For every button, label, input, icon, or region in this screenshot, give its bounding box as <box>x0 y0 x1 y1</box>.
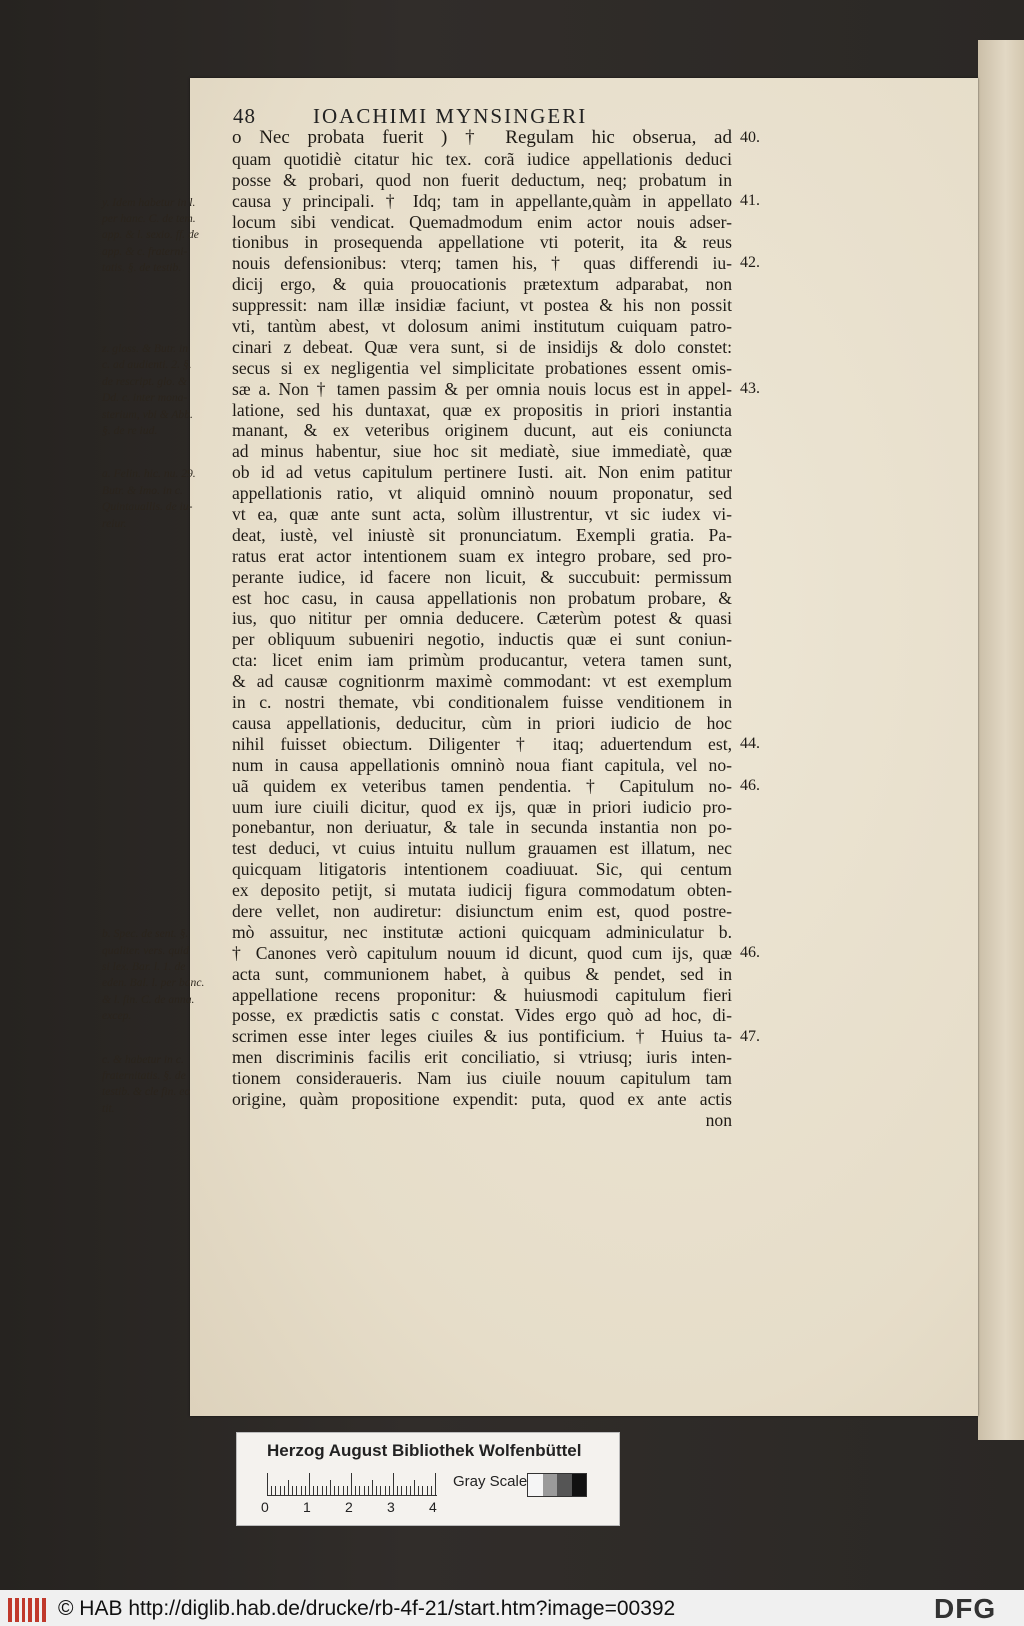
ruler-label: 1 <box>303 1499 311 1515</box>
text-line: mò assuitur, nec institutæ actioni quicquam adminiculatur b. <box>232 921 732 942</box>
ruler-tick <box>368 1486 369 1495</box>
margin-note-line: b. Spec. de sent. §. <box>102 927 189 941</box>
text-line: ius, quo nititur per omnia deducere. Cæterùm potest & quasi <box>232 608 732 629</box>
logo-bar <box>42 1598 46 1622</box>
text-line: tionem consideraueris. Nam ius ciuile nouum capitulum tam <box>232 1068 732 1089</box>
text-line: suppressit: nam illæ insidiæ faciunt, vt postea & his non possit <box>232 295 732 316</box>
ruler-tick <box>414 1480 415 1495</box>
text-line: non <box>705 1109 732 1130</box>
ruler-tick <box>418 1486 419 1495</box>
gray-scale-label: Gray Scale <box>453 1473 528 1490</box>
ruler-tick <box>280 1486 281 1495</box>
text-line: nouis defensionibus: vterq; tamen his, † quas differendi iu- <box>232 253 732 274</box>
ruler-tick <box>343 1486 344 1495</box>
text-line: deat, iustè, vel iniustè sit pronunciatum. Exempli gratia. Pa- <box>232 524 732 545</box>
text-line: ex deposito petijt, si mutata iudicij figura commodatum obten- <box>232 880 732 901</box>
text-line: tionibus in prosequenda appellatione vti poterit, ita & reus <box>232 232 732 253</box>
ruler-tick <box>292 1486 293 1495</box>
text-line: num in causa appellationis omninò noua fiant capitula, vel no- <box>232 754 732 775</box>
margin-note-line: eden. Bal. l. per banc. <box>102 976 205 990</box>
margin-note-line: reiur. <box>102 516 127 530</box>
margin-note-line: §. de re iud. <box>102 423 158 437</box>
gray-patch <box>572 1474 587 1496</box>
paragraph-number: 46. <box>740 944 760 962</box>
margin-note-line: app. & c. fraterni- <box>102 244 188 258</box>
margin-note-line: Dd. c. inter mona- <box>102 391 188 405</box>
ruler-tick <box>296 1486 297 1495</box>
ruler-tick <box>309 1473 310 1495</box>
text-line: appellationis ratio, vt aliquid omninò nouum proponatur, sed <box>232 483 732 504</box>
ruler-label: 3 <box>387 1499 395 1515</box>
text-line: per obliquum subueniri negotio, inductis quæ ei sunt coniun- <box>232 629 732 650</box>
library-name: Herzog August Bibliothek Wolfenbüttel <box>267 1441 582 1460</box>
ruler-tick <box>267 1473 268 1495</box>
margin-note-line: per hanc. C. de tem. <box>102 212 196 226</box>
ruler-tick <box>322 1486 323 1495</box>
text-line: causa y principali. † Idq; tam in appellante,quàm in appellato <box>232 190 732 211</box>
margin-note-line: c. ad audienti. 2. §. <box>102 358 192 372</box>
gray-patch <box>528 1474 543 1496</box>
ruler-tick <box>427 1486 428 1495</box>
text-line: acta sunt, communionem habet, à quibus & pendet, sed in <box>232 963 732 984</box>
ruler-tick <box>275 1486 276 1495</box>
margin-note-line: excep. <box>102 1009 132 1023</box>
text-line: est hoc casu, in causa appellationis non probatum probare, & <box>232 587 732 608</box>
ruler <box>267 1471 437 1495</box>
text-line: scrimen esse inter leges ciuiles & ius pontificium. † Huius ta- <box>232 1026 732 1047</box>
ruler-tick <box>351 1473 352 1495</box>
next-page-edge <box>978 40 1024 1440</box>
margin-note-line: fraternitatis. §. de <box>102 1068 186 1082</box>
text-line: vti, tantùm abest, vt dolosum animi institutum cuiquam patro- <box>232 316 732 337</box>
margin-note <box>102 466 230 532</box>
margin-note-line: tit. <box>102 1101 115 1115</box>
margin-note-line: app. & l. sexio. ff. de <box>102 228 199 242</box>
text-line: origine, quàm propositione expendit: puta, quod ex ante actis <box>232 1088 732 1109</box>
ruler-tick <box>288 1480 289 1495</box>
gray-scale-swatch <box>527 1473 587 1497</box>
ruler-tick <box>326 1486 327 1495</box>
text-line: ob id ad vetus capitulum pertinere Iusti. ait. Non enim patitur <box>232 462 732 483</box>
text-line: locum sibi vendicat. Quemadmodum enim actor nouis adser- <box>232 211 732 232</box>
ruler-label: 0 <box>261 1499 269 1515</box>
ruler-tick <box>359 1486 360 1495</box>
margin-note-line: testib. & cle fin. eo <box>102 1085 191 1099</box>
dfg-logo: DFG <box>934 1593 997 1624</box>
text-line: uã quidem ex veteribus tamen pendentia. † Capitulum no- <box>232 775 732 796</box>
text-line: cta: licet enim iam primùm producantur, vetera tamen sunt, <box>232 650 732 671</box>
margin-note-line: Butr. & Imo. in c. <box>102 483 183 497</box>
text-line: posse & probari, quod non fuerit deductum, neq; probatum in <box>232 169 732 190</box>
ruler-tick <box>393 1473 394 1495</box>
logo-bar <box>8 1598 12 1622</box>
text-line: manant, & ex veteribus originem ducunt, aut eis coniuncta <box>232 420 732 441</box>
margin-note-line: & l. fin. C. de anna. <box>102 992 195 1006</box>
ruler-tick <box>385 1486 386 1495</box>
ruler-tick <box>305 1486 306 1495</box>
ruler-tick <box>376 1486 377 1495</box>
ruler-tick <box>389 1486 390 1495</box>
ruler-tick <box>334 1486 335 1495</box>
gray-patch <box>543 1474 558 1496</box>
text-line: causa appellationis, deducitur, cùm in priori iudicio de hoc <box>232 712 732 733</box>
gray-patch <box>557 1474 572 1496</box>
color-scale-card <box>236 1432 620 1526</box>
margin-note-line: z. gloss. & Butr. in <box>102 342 189 355</box>
ruler-tick <box>355 1486 356 1495</box>
text-line: quam quotidiè citatur hic tex. corã iudice appellationis deduci <box>232 148 732 169</box>
source-url[interactable]: © HAB http://diglib.hab.de/drucke/rb-4f-21/start.htm?image=00392 <box>58 1597 676 1620</box>
paragraph-number: 41. <box>740 191 760 209</box>
text-line: dicij ergo, & quia prouocationis prætextum adparabat, non <box>232 274 732 295</box>
paragraph-number: 42. <box>740 254 760 272</box>
text-line: men discriminis facilis erit conciliatio, si vtriusq; iuris inten- <box>232 1047 732 1068</box>
margin-note-line: c. & habetur in c. <box>102 1052 184 1066</box>
text-line: ad minus habentur, siue hoc sit mediatè, siue immediatè, quæ <box>232 441 732 462</box>
logo-bar <box>28 1598 32 1622</box>
margin-note-line: sterium, vbi & Abb. <box>102 407 193 421</box>
text-line: vt ea, quæ ante sunt acta, solùm illustrentur, vt sic iudex vi- <box>232 504 732 525</box>
ruler-tick <box>313 1486 314 1495</box>
text-line: appellatione recens proponitur: & huiusmodi capitulum fieri <box>232 984 732 1005</box>
margin-note-line: Quintauallis. de iu- <box>102 500 193 514</box>
margin-note <box>102 1052 230 1118</box>
paragraph-number: 46. <box>740 776 760 794</box>
ruler-tick <box>397 1486 398 1495</box>
text-line: nihil fuisset obiectum. Diligenter † itaq; aduertendum est, <box>232 733 732 754</box>
ruler-tick <box>406 1486 407 1495</box>
text-line: cinari z debeat. Quæ vera sunt, si de insidijs & dolo constet: <box>232 336 732 357</box>
margin-note-line: qualiter. vers. quid <box>102 943 189 957</box>
ruler-label: 2 <box>345 1499 353 1515</box>
ruler-tick <box>364 1486 365 1495</box>
text-line: uum iure ciuili dicitur, quod ex ijs, quæ in priori iudicio pro- <box>232 796 732 817</box>
text-line: ratus erat actor intentionem suam ex integro probare, sed pro- <box>232 545 732 566</box>
margin-note-line: y. Idem habetur in l. <box>102 195 196 209</box>
ruler-tick <box>372 1480 373 1495</box>
margin-note <box>102 195 230 277</box>
page-number: 48 <box>233 104 256 128</box>
ruler-label: 4 <box>429 1499 437 1515</box>
logo-bar <box>35 1598 39 1622</box>
ruler-tick <box>338 1486 339 1495</box>
text-line: latione, sed his duntaxat, quæ ex propositis in priori instantia <box>232 399 732 420</box>
margin-note <box>102 926 230 1024</box>
text-line: quicquam litigatoris intentionem coadiuuat. Sic, qui centum <box>232 859 732 880</box>
margin-note-line: si lex. Bar. l. 1. de <box>102 959 186 973</box>
text-line: o Nec probata fuerit ) † Regulam hic obserua, ad <box>232 127 732 148</box>
text-line: test deduci, vt cuius intuitu nullum grauamen est illatum, nec <box>232 838 732 859</box>
ruler-tick <box>271 1486 272 1495</box>
paragraph-number: 40. <box>740 129 760 146</box>
ruler-tick <box>347 1486 348 1495</box>
running-head: IOACHIMI MYNSINGERI <box>313 104 588 128</box>
text-line: posse, ex prædictis satis c constat. Vides ergo quò ad hoc, di- <box>232 1005 732 1026</box>
ruler-baseline <box>267 1495 437 1496</box>
paragraph-number: 47. <box>740 1027 760 1045</box>
margin-note-line: a. Felin. hic. nu. 29. <box>102 467 196 481</box>
ruler-tick <box>401 1486 402 1495</box>
ruler-tick <box>410 1486 411 1495</box>
text-line: & ad causæ cognitionrm maximè commodant: vt est exemplum <box>232 671 732 692</box>
margin-note-line: tatis. §. de testib. <box>102 261 182 275</box>
paragraph-number: 43. <box>740 379 760 397</box>
margin-note-line: de rescript. glo. & <box>102 374 187 388</box>
footer-bar <box>0 1590 1024 1626</box>
ruler-tick <box>431 1486 432 1495</box>
text-line: secus si ex negligentia vel simplicitate probationes essent omis- <box>232 357 732 378</box>
ruler-tick <box>284 1486 285 1495</box>
paragraph-number: 44. <box>740 735 760 753</box>
text-line: sæ a. Non † tamen passim & per omnia nouis locus est in appel- <box>232 378 732 399</box>
logo-bar <box>22 1598 26 1622</box>
ruler-tick <box>422 1486 423 1495</box>
text-line: in c. nostri themate, vbi conditionalem fuisse venditionem in <box>232 692 732 713</box>
hab-logo-icon <box>8 1598 46 1622</box>
text-line: perante iudice, id facere non licuit, & succubuit: permissum <box>232 566 732 587</box>
ruler-tick <box>330 1480 331 1495</box>
text-line: dere vellet, non audiretur: disiunctum enim est, quod postre- <box>232 900 732 921</box>
ruler-tick <box>317 1486 318 1495</box>
ruler-tick <box>380 1486 381 1495</box>
logo-bar <box>15 1598 19 1622</box>
ruler-tick <box>301 1486 302 1495</box>
main-text-column <box>232 128 732 1131</box>
margin-note <box>102 341 230 439</box>
ruler-tick <box>435 1473 436 1495</box>
text-line: ponebantur, non deriuatur, & tale in secunda instantia non po- <box>232 817 732 838</box>
text-line: † Canones verò capitulum nouum id dicunt, quod cum ijs, quæ <box>232 942 732 963</box>
